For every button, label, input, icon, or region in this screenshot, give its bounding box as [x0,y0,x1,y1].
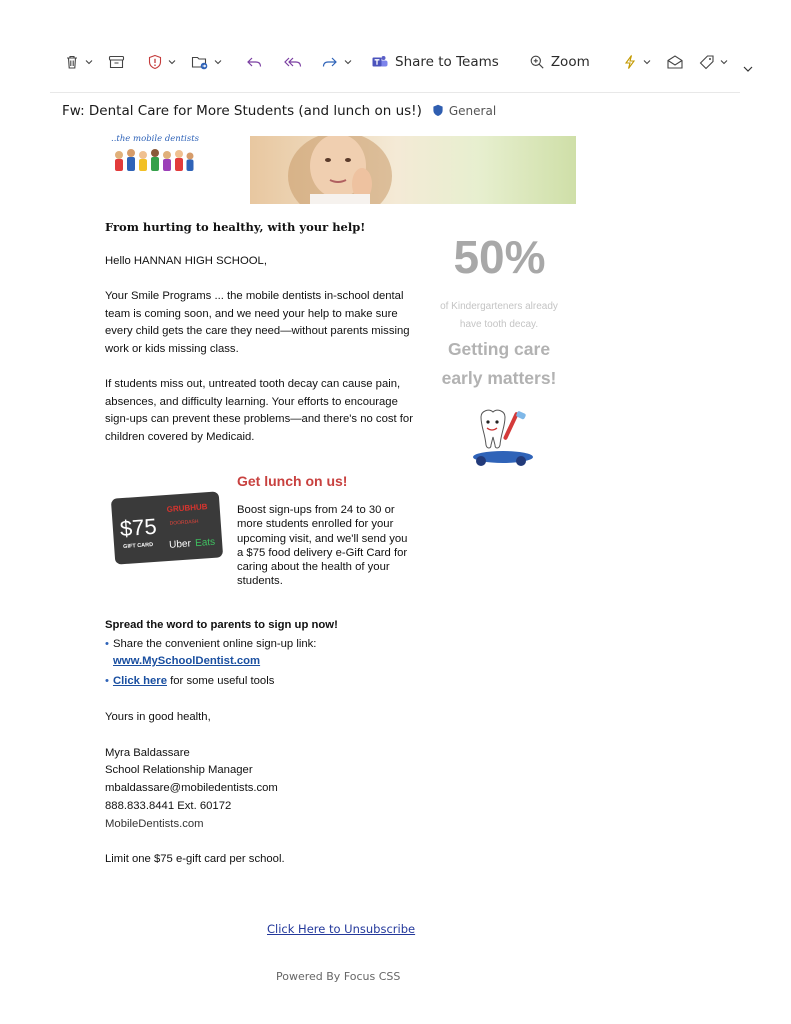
reply-button[interactable] [245,48,263,76]
teams-icon [371,54,389,70]
forward-button[interactable] [321,48,353,76]
signature-email[interactable]: mbaldassare@mobiledentists.com [105,782,278,794]
zoom-icon [529,54,545,70]
stat-line-2: have tooth decay. [459,319,539,330]
signature-phone: 888.833.8441 Ext. 60172 [105,800,232,812]
gift-card-label: GIFT CARD [123,542,154,551]
expand-toolbar-chevron-icon[interactable] [742,64,754,74]
bullet-2 [105,673,274,691]
paragraph-2 [105,376,413,446]
gift-card-brand-grubhub: GRUBHUB [166,502,208,514]
lunch-title: Get lunch on us! [237,473,348,489]
move-to-folder-button[interactable] [191,48,223,76]
unsubscribe-link[interactable]: Click Here to Unsubscribe [267,922,416,936]
child-toothache-banner-image [250,136,576,204]
stat-care-line-1: Getting care [447,339,551,359]
greeting: Hello HANNAN HIGH SCHOOL, [105,255,267,267]
quick-steps-icon [622,54,638,70]
message-toolbar [54,44,757,80]
gift-card-brand-uber: Uber [168,538,192,551]
sensitivity-label-text: General [448,103,497,118]
reply-all-icon [283,54,303,70]
lunch-body-line: caring about the health of your [237,561,390,574]
lunch-body-line: upcoming visit, and we'll send you [237,532,408,545]
bullet-1 [105,636,316,654]
signature-site[interactable]: MobileDentists.com [105,818,204,830]
lunch-body-line: a $75 food delivery e-Gift Card for [237,546,408,559]
chevron-down-icon [213,57,223,67]
zoom-label: Zoom [550,54,590,70]
archive-button[interactable] [108,48,125,76]
powered-by: Powered By Focus CSS [276,970,401,983]
sensitivity-label[interactable] [432,104,496,118]
signup-link-line [113,653,260,671]
paragraph-1-line: team is coming soon, and we need your help to make sure [105,307,398,320]
signup-link[interactable]: www.MySchoolDentist.com [113,655,261,667]
forward-icon [321,54,339,70]
gift-card-amount: $75 [119,513,158,542]
message-subject: Fw: Dental Care for More Students (and lunch on us!) [62,102,422,119]
bullet-dot: • [105,675,109,687]
stat-percent: 50% [453,231,546,283]
subject-bar [50,92,740,128]
chevron-down-icon [719,57,729,67]
paragraph-1-line: Your Smile Programs ... the mobile dentists in-school dental [105,290,404,302]
bullet-1-text: Share the convenient online sign-up link: [112,638,317,650]
lunch-body [237,503,417,589]
gift-card-brand-doordash: DOORDASH [169,518,199,527]
signature-name: Myra Baldassare [105,747,190,759]
mark-read-button[interactable] [666,48,684,76]
shield-icon [432,104,444,117]
closing: Yours in good health, [105,711,211,723]
chevron-down-icon [343,57,353,67]
paragraph-2-line: absences, and difficulty learning. Your efforts to encourage [105,395,398,408]
spread-heading: Spread the word to parents to sign up now! [105,619,338,631]
mark-read-icon [666,54,684,70]
zoom-button[interactable] [529,48,590,76]
chevron-down-icon [167,57,177,67]
paragraph-1-line: work or kids missing class. [105,342,239,355]
stat-description [425,298,573,334]
share-to-teams-label: Share to Teams [395,54,499,70]
limit-note: Limit one $75 e-gift card per school. [105,853,285,865]
stat-line-1: of Kindergarteners already [440,301,558,312]
reply-all-button[interactable] [283,48,303,76]
kids-group-illustration [110,146,200,176]
paragraph-1 [105,288,410,358]
bullet-2-text: for some useful tools [166,675,275,687]
body-heading: From hurting to healthy, with your help! [105,220,366,234]
paragraph-1-line: every child gets the care they need—without parents missing [105,325,410,338]
move-to-folder-icon [191,54,209,70]
archive-icon [108,54,125,70]
stat-care-line-2: early matters! [441,368,557,388]
lunch-body-line: students. [237,575,283,588]
reply-icon [245,54,263,70]
stat-callout [425,335,573,393]
quick-steps-button[interactable] [622,48,652,76]
bullet-dot: • [105,638,109,650]
lunch-body-line: Boost sign-ups from 24 to 30 or [237,504,395,516]
delete-button[interactable] [64,48,94,76]
tag-icon [698,54,715,70]
share-to-teams-button[interactable] [371,48,499,76]
delete-icon [64,54,80,70]
lunch-body-line: more students enrolled for your [237,518,394,531]
tools-link[interactable]: Click here [112,675,167,687]
gift-card-brand-eats: Eats [194,536,216,550]
chevron-down-icon [84,57,94,67]
signature-title: School Relationship Manager [105,764,253,776]
logo-text: ..the mobile dentists [111,134,200,144]
report-icon [147,54,163,70]
chevron-down-icon [642,57,652,67]
gift-card-image [110,490,225,565]
paragraph-2-line: sign-ups can prevent these problems—and there's no cost for [105,413,413,426]
paragraph-2-line: If students miss out, untreated tooth decay can cause pain, [105,378,401,390]
report-button[interactable] [147,48,177,76]
paragraph-2-line: children covered by Medicaid. [105,430,255,443]
mobile-dentists-logo [110,134,210,184]
tag-button[interactable] [698,48,729,76]
tooth-mascot-illustration [465,405,535,469]
